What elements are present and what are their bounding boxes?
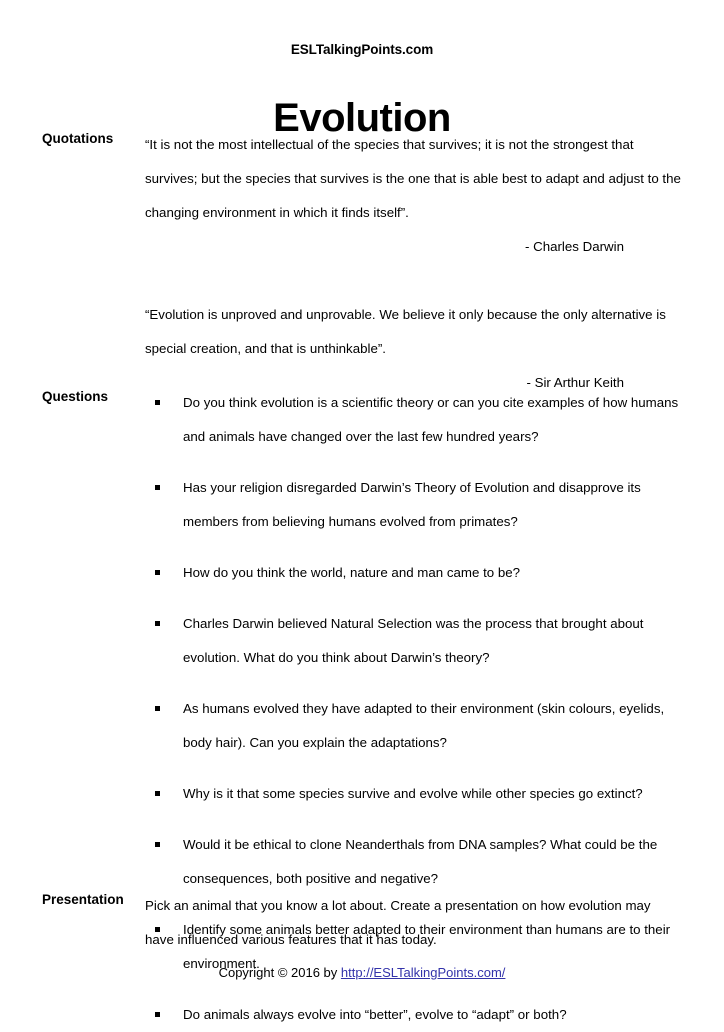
- square-bullet-icon: [155, 621, 160, 626]
- list-item: [145, 828, 682, 896]
- quotation-attribution: - Charles Darwin: [524, 239, 624, 254]
- square-bullet-icon: [155, 706, 160, 711]
- presentation-section: [42, 889, 682, 957]
- list-item: [145, 607, 682, 675]
- copyright-text: Copyright © 2016 by: [218, 965, 341, 980]
- quotations-label: Quotations: [42, 131, 114, 146]
- quotations-body: [145, 128, 682, 400]
- quotation-block: [145, 298, 682, 400]
- page-title: Evolution: [273, 95, 451, 140]
- quotation-block: [145, 128, 682, 264]
- list-item: [145, 471, 682, 539]
- quotation-text: “It is not the most intellectual of the species that survives; it is not the strongest that survives; but the species that survives is the one that is able best to adapt and adjust to the changing environment in which it finds itself”.: [145, 137, 681, 220]
- presentation-text: Pick an animal that you know a lot about. Create a presentation on how evolution may have influenced various features that it has today.: [145, 898, 651, 947]
- presentation-body: [145, 889, 682, 957]
- square-bullet-icon: [155, 400, 160, 405]
- website-link[interactable]: http://ESLTalkingPoints.com/: [340, 965, 506, 980]
- questions-label: Questions: [42, 389, 109, 404]
- square-bullet-icon: [155, 570, 160, 575]
- question-text: Do animals always evolve into “better”, evolve to “adapt” or both?: [183, 1007, 567, 1022]
- quotation-text: “Evolution is unproved and unprovable. We believe it only because the only alternative is special creation, and that is unthinkable”.: [145, 307, 666, 356]
- question-text: Why is it that some species survive and evolve while other species go extinct?: [183, 786, 643, 801]
- square-bullet-icon: [155, 1012, 160, 1017]
- question-text: How do you think the world, nature and man came to be?: [183, 565, 521, 580]
- list-item: [145, 777, 682, 811]
- quote-spacer: [145, 264, 682, 298]
- quotation-attribution: - Sir Arthur Keith: [526, 375, 624, 390]
- list-item: [145, 386, 682, 454]
- quotations-section: [42, 128, 682, 400]
- square-bullet-icon: [155, 842, 160, 847]
- list-item: [145, 556, 682, 590]
- question-text: Identify some animals better adapted to their environment than humans are to their environment.: [183, 922, 671, 971]
- question-text: Has your religion disregarded Darwin’s Theory of Evolution and disapprove its members from believing humans evolved from primates?: [183, 480, 641, 529]
- list-item: [145, 692, 682, 760]
- question-text: As humans evolved they have adapted to their environment (skin colours, eyelids, body hair). Can you explain the adaptations?: [183, 701, 665, 750]
- list-item: [145, 998, 682, 1032]
- question-text: Would it be ethical to clone Neanderthals from DNA samples? What could be the consequences, both positive and negative?: [183, 837, 658, 886]
- presentation-label: Presentation: [42, 892, 124, 907]
- question-text: Charles Darwin believed Natural Selection was the process that brought about evolution. What do you think about Darwin’s theory?: [183, 616, 644, 665]
- site-name: ESLTalkingPoints.com: [290, 42, 434, 57]
- footer: [0, 963, 724, 983]
- square-bullet-icon: [155, 485, 160, 490]
- question-text: Do you think evolution is a scientific theory or can you cite examples of how humans and animals have changed over the last few hundred years?: [183, 395, 679, 444]
- square-bullet-icon: [155, 791, 160, 796]
